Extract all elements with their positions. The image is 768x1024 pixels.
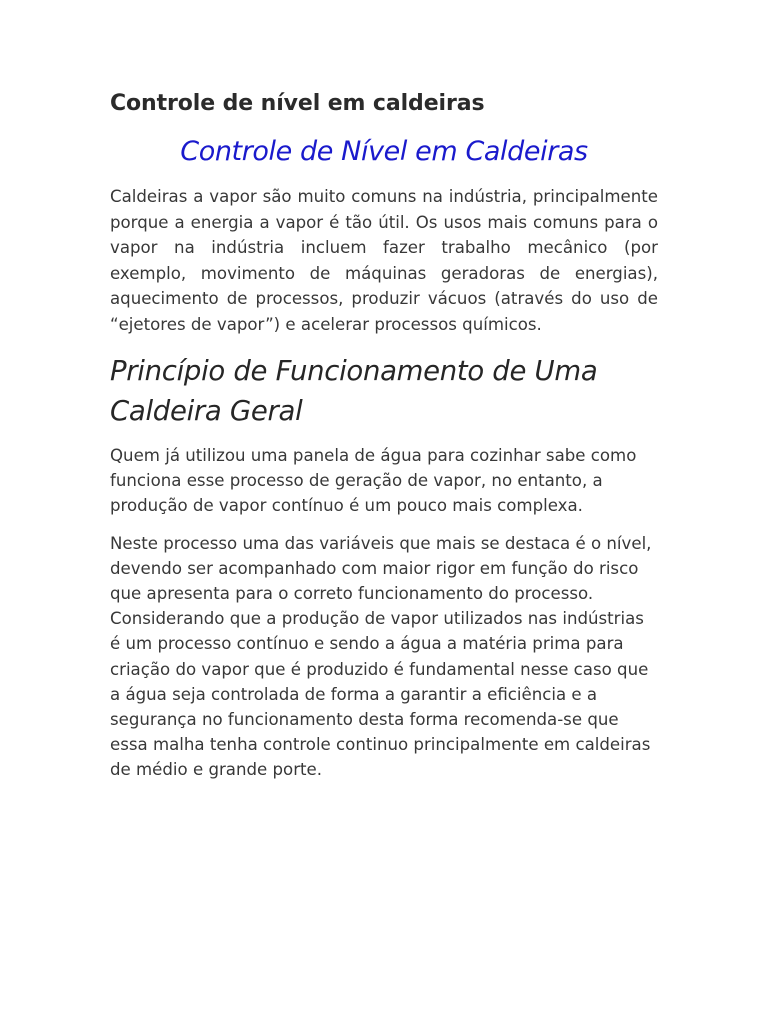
intro-paragraph: Caldeiras a vapor são muito comuns na indústria, principalmente porque a energia a vapor é tão útil. Os usos mais comuns para o vapor na indústria incluem fazer trabalho mecânico (por exemplo, movimento de máquinas geradoras de energias), aquecimento de processos, produzir vácuos (através do uso de “ejetores de vapor”) e acelerar processos químicos. xyxy=(110,187,658,334)
document-title: Controle de nível em caldeiras xyxy=(110,91,485,116)
blue-heading: Controle de Nível em Caldeiras xyxy=(180,136,588,167)
document-page xyxy=(110,88,658,783)
section-paragraph: Neste processo uma das variáveis que mais se destaca é o nível, devendo ser acompanhado com maior rigor em função do risco que apresenta para o correto funcionamento do processo. Considerando que a produção de vapor utilizados nas indústrias é um processo contínuo e sendo a água a matéria prima para criação do vapor que é produzido é fundamental nesse caso que a água seja controlada de forma a garantir a eficiência e a segurança no funcionamento desta forma recomenda-se que essa malha tenha controle continuo principalmente em caldeiras de médio e grande porte. xyxy=(110,533,652,780)
section-heading: Princípio de Funcionamento de Uma Caldeira Geral xyxy=(110,355,598,427)
section-paragraph: Quem já utilizou uma panela de água para cozinhar sabe como funciona esse processo de geração de vapor, no entanto, a produção de vapor contínuo é um pouco mais complexa. xyxy=(110,446,637,516)
